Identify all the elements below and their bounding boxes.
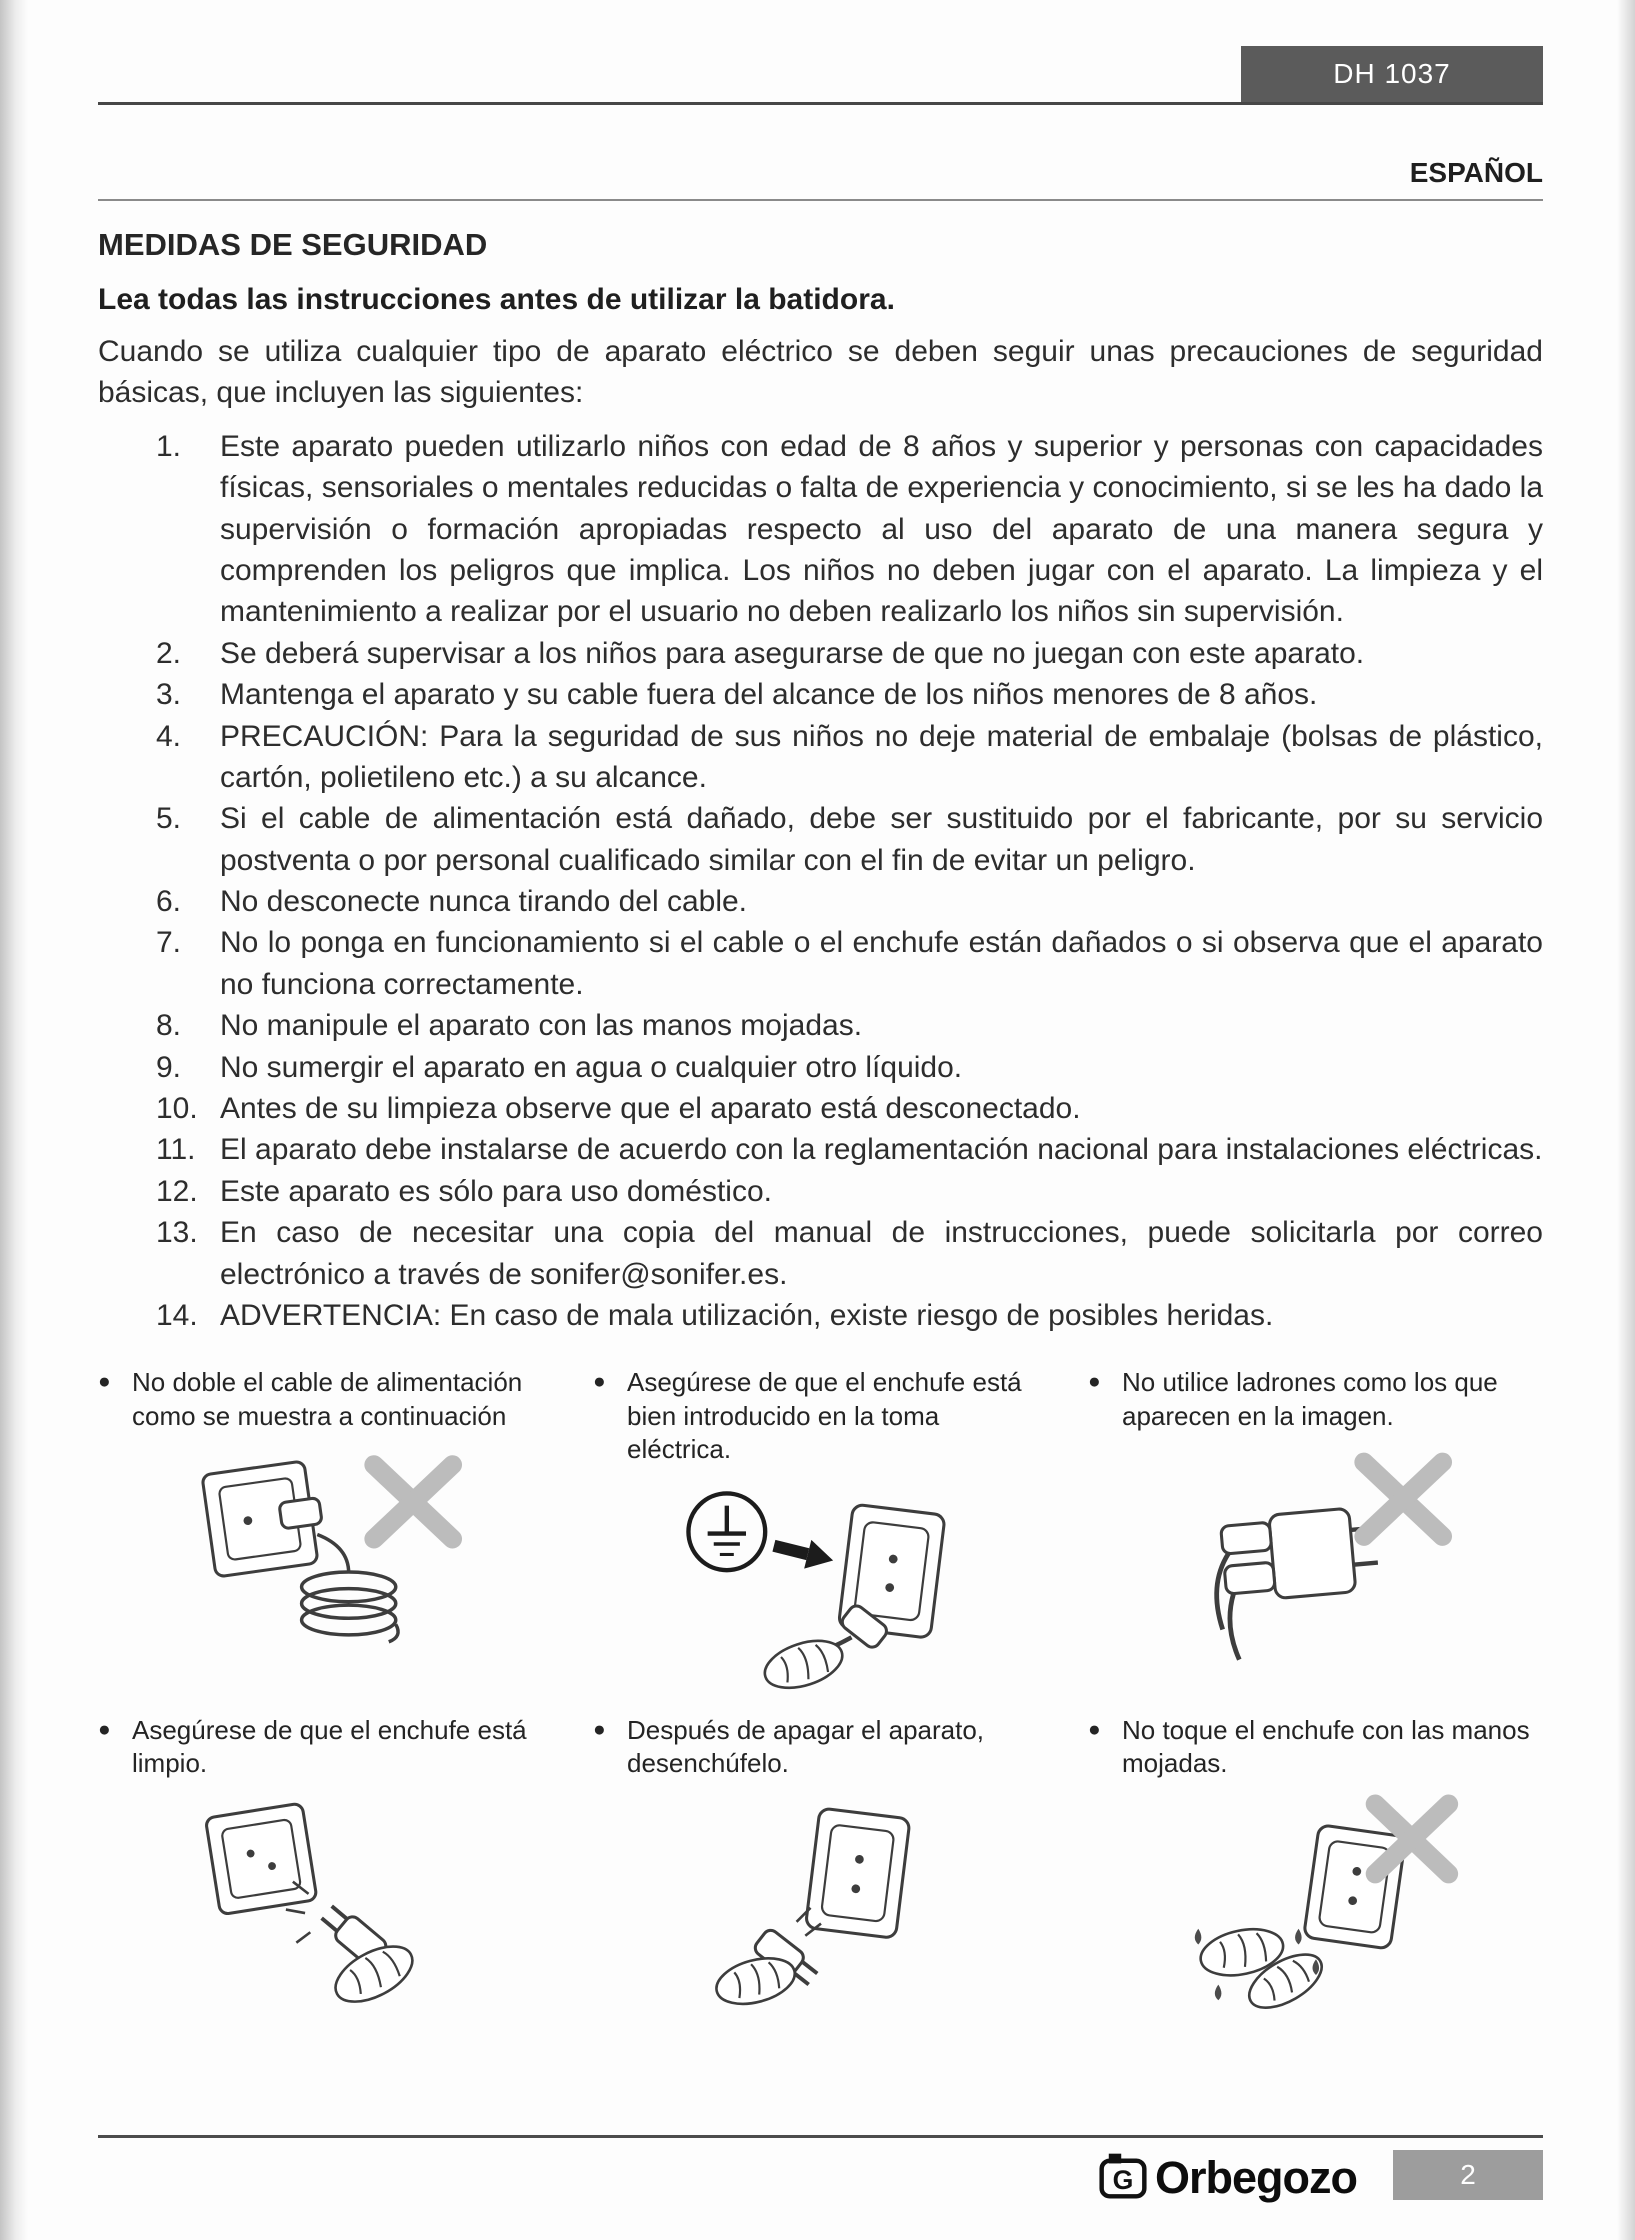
instruction-number: 13. (156, 1216, 198, 1250)
brand-glyph-icon (1099, 2150, 1147, 2200)
warning-illustration-clean-plug (98, 1791, 553, 2009)
instruction-number: 8. (156, 1009, 182, 1043)
wall-socket-icon (1303, 1824, 1405, 1948)
plug-icon (278, 1497, 321, 1528)
page-number-badge (1393, 2150, 1543, 2200)
instruction-item (156, 798, 1543, 881)
wet-hands-illustration (1163, 1791, 1469, 2009)
warning-text: No doble el cable de alimentación como se muestra a continuación (132, 1367, 523, 1431)
orbegozo-logo (1099, 2150, 1357, 2203)
cross-icon (1363, 1462, 1441, 1536)
language-label: ESPAÑOL (1409, 157, 1543, 188)
instruction-item (156, 1171, 1543, 1212)
bent-cable-illustration (173, 1443, 479, 1661)
warning-caption (593, 1714, 1048, 1781)
warning-caption (1088, 1714, 1543, 1781)
instruction-item (156, 1129, 1543, 1170)
instruction-number: 3. (156, 678, 182, 712)
bullet-icon: ● (98, 1370, 111, 1394)
instruction-number: 10. (156, 1092, 198, 1126)
warning-caption (593, 1366, 1048, 1466)
cross-icon (373, 1465, 451, 1539)
safety-instructions-list (156, 426, 1543, 1337)
instruction-item (156, 716, 1543, 799)
warning-text: Después de apagar el aparato, desenchúfelo. (627, 1715, 985, 1779)
warning-text: No utilice ladrones como los que aparecen en la imagen. (1122, 1367, 1498, 1431)
plug-inserted-illustration (668, 1476, 974, 1694)
instruction-text: No desconecte nunca tirando del cable. (220, 885, 748, 919)
warning-illustration-unplug (593, 1791, 1048, 2009)
instruction-text: Este aparato pueden utilizarlo niños con edad de 8 años y superior y personas con capacidades físicas, sensoriales o mentales reducidas o falta de experiencia y conocimiento, si se les ha dado la supervisión o formación apropiadas respecto al uso del aparato de una manera segura y comprenden los peligros que implica. Los niños no deben jugar con el aparato. La limpieza y el mantenimiento a realizar por el usuario no deben realizarlo los niños sin supervisión. (220, 429, 1543, 629)
instruction-item (156, 922, 1543, 1005)
bullet-icon: ● (593, 1718, 606, 1742)
warning-cell-wet-hands (1088, 1714, 1543, 2009)
instruction-number: 14. (156, 1298, 198, 1332)
instruction-text: No manipule el aparato con las manos mojadas. (220, 1009, 863, 1043)
warning-cell-clean-plug (98, 1714, 553, 2009)
warning-text: Asegúrese de que el enchufe está bien introducido en la toma eléctrica. (627, 1367, 1022, 1464)
instruction-number: 5. (156, 802, 182, 836)
svg-text:G: G (1112, 2165, 1134, 2196)
page-number: 2 (1460, 2159, 1476, 2190)
clean-plug-illustration (173, 1791, 479, 2009)
warning-cell-bent-cable (98, 1366, 553, 1694)
instruction-text: En caso de necesitar una copia del manual de instrucciones, puede solicitarla por correo electrónico a través de sonifer@sonifer.es. (220, 1216, 1543, 1291)
instruction-text: Este aparato es sólo para uso doméstico. (220, 1174, 772, 1208)
unplug-illustration (668, 1791, 974, 2009)
instruction-item (156, 1005, 1543, 1046)
instruction-text: Si el cable de alimentación está dañado, debe ser sustituido por el fabricante, por su servicio postventa o por personal cualificado similar con el fin de evitar un peligro. (220, 802, 1543, 877)
warning-illustration-multi-plug (1088, 1443, 1543, 1661)
warning-caption (1088, 1366, 1543, 1433)
instruction-item (156, 1088, 1543, 1129)
instruction-item (156, 1212, 1543, 1295)
instruction-text: No sumergir el aparato en agua o cualquier otro líquido. (220, 1050, 963, 1084)
warning-cell-plug-inserted (593, 1366, 1048, 1694)
instruction-item (156, 426, 1543, 633)
warning-text: Asegúrese de que el enchufe está limpio. (132, 1715, 527, 1779)
warning-text: No toque el enchufe con las manos mojadas. (1122, 1715, 1530, 1779)
page-footer (98, 2135, 1543, 2203)
instruction-item (156, 881, 1543, 922)
instruction-item (156, 1047, 1543, 1088)
bullet-icon: ● (98, 1718, 111, 1742)
intro-paragraph: Cuando se utiliza cualquier tipo de aparato eléctrico se deben seguir unas precauciones de seguridad básicas, que incluyen las siguientes: (98, 335, 1543, 410)
brand-name: Orbegozo (1155, 2152, 1357, 2203)
instruction-text: No lo ponga en funcionamiento si el cable o el enchufe están dañados o si observa que el aparato no funciona correctamente. (220, 926, 1543, 1001)
instruction-item (156, 633, 1543, 674)
instruction-number: 12. (156, 1174, 198, 1208)
hand-icon (758, 1632, 847, 1694)
instruction-number: 11. (156, 1133, 196, 1167)
warning-cell-multi-plug (1088, 1366, 1543, 1694)
instruction-item (156, 674, 1543, 715)
lead-sentence: Lea todas las instrucciones antes de utilizar la batidora. (98, 283, 895, 316)
wall-socket-icon (205, 1803, 317, 1915)
instruction-number: 4. (156, 719, 182, 753)
warning-illustration-wet-hands (1088, 1791, 1543, 2009)
arrow-icon (770, 1532, 836, 1576)
instruction-number: 7. (156, 926, 182, 960)
warning-caption (98, 1714, 553, 1781)
instruction-text: El aparato debe instalarse de acuerdo con la reglamentación nacional para instalaciones eléctricas. (220, 1133, 1543, 1167)
multi-plug-illustration (1163, 1443, 1469, 1661)
language-row (98, 157, 1543, 201)
bullet-icon: ● (1088, 1370, 1101, 1394)
warning-illustration-bent-cable (98, 1443, 553, 1661)
instruction-number: 1. (156, 429, 182, 463)
warnings-grid (98, 1366, 1543, 2008)
earth-symbol-icon (688, 1494, 765, 1571)
instruction-item (156, 1295, 1543, 1336)
instruction-text: Antes de su limpieza observe que el aparato está desconectado. (220, 1092, 1081, 1126)
wall-socket-icon (201, 1459, 327, 1577)
model-number: DH 1037 (1333, 58, 1451, 89)
model-badge (1241, 46, 1543, 102)
instruction-number: 6. (156, 885, 182, 919)
instruction-text: ADVERTENCIA: En caso de mala utilización, existe riesgo de posibles heridas. (220, 1298, 1274, 1332)
wall-socket-icon (805, 1808, 910, 1938)
instruction-text: Se deberá supervisar a los niños para asegurarse de que no juegan con este aparato. (220, 636, 1365, 670)
warning-cell-unplug (593, 1714, 1048, 2009)
page-title: MEDIDAS DE SEGURIDAD (98, 227, 488, 262)
header-rule (98, 46, 1543, 105)
instruction-number: 2. (156, 636, 182, 670)
instruction-text: Mantenga el aparato y su cable fuera del alcance de los niños menores de 8 años. (220, 678, 1318, 712)
instruction-text: PRECAUCIÓN: Para la seguridad de sus niños no deje material de embalaje (bolsas de plástico, cartón, polietileno etc.) a su alcance. (220, 719, 1543, 794)
warning-illustration-plug-inserted (593, 1476, 1048, 1694)
bullet-icon: ● (1088, 1718, 1101, 1742)
bullet-icon: ● (593, 1370, 606, 1394)
warning-caption (98, 1366, 553, 1433)
instruction-number: 9. (156, 1050, 182, 1084)
